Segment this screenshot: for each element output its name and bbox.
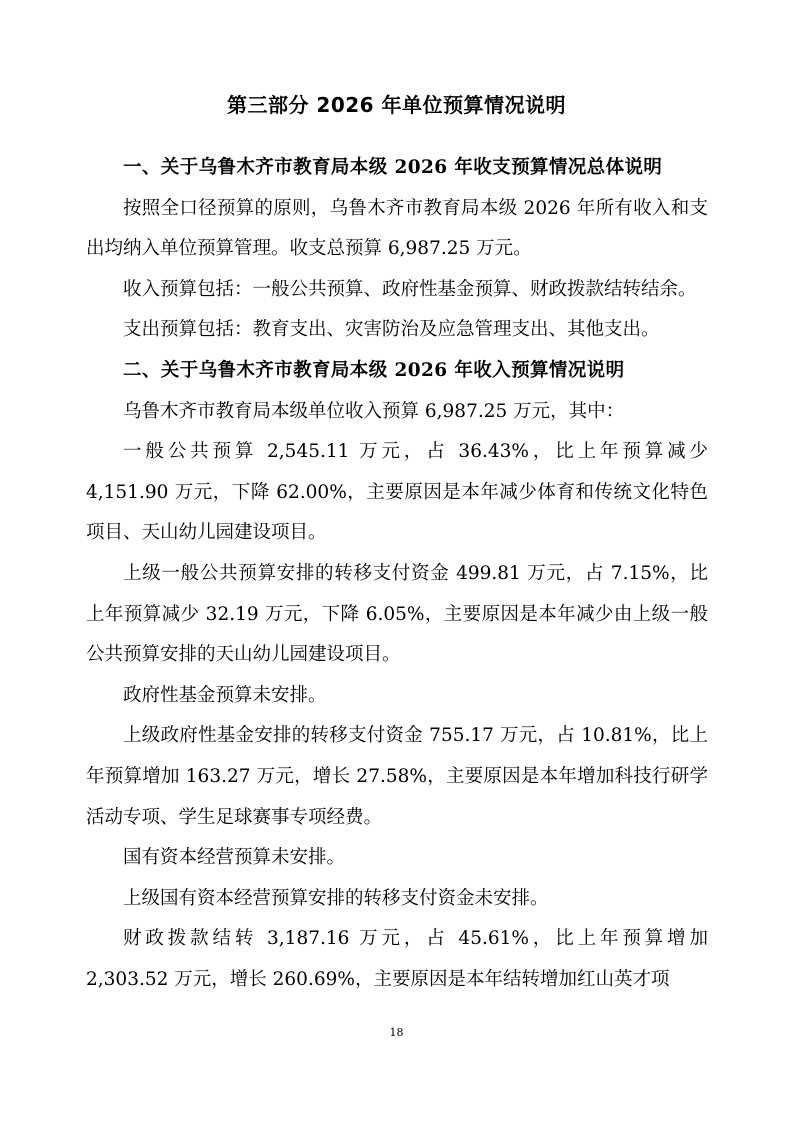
body-text [86,148,708,1000]
paragraph: 上级政府性基金安排的转移支付资金 755.17 万元，占 10.81%，比上年预算增加 163.27 万元，增长 27.58%，主要原因是本年增加科技行研学活动专项、学生足球赛事专项经费。 [86,725,708,828]
paragraph: 上级一般公共预算安排的转移支付资金 499.81 万元，占 7.15%，比上年预算减少 32.19 万元，下降 6.05%，主要原因是本年减少由上级一般公共预算安排的天山幼儿园建设项目。 [86,562,708,666]
paragraph: 财政拨款结转 3,187.16 万元，占 45.61%，比上年预算增加 2,303.52 万元，增长 260.69%，主要原因是本年结转增加红山英才项 [86,928,708,990]
paragraph: 一般公共预算 2,545.11 万元，占 36.43%，比上年预算减少 4,151.90 万元，下降 62.00%，主要原因是本年减少体育和传统文化特色项目、天山幼儿园建设项目。 [86,441,708,544]
paragraph: 乌鲁木齐市教育局本级单位收入预算 6,987.25 万元，其中： [123,400,625,422]
paragraph: 上级国有资本经营预算安排的转移支付资金未安排。 [123,887,549,909]
section-heading-1: 一、关于乌鲁木齐市教育局本级 2026 年收支预算情况总体说明 [123,157,663,178]
page-number: 18 [389,1026,404,1039]
paragraph: 支出预算包括：教育支出、灾害防治及应急管理支出、其他支出。 [123,319,660,341]
paragraph: 国有资本经营预算未安排。 [123,847,346,869]
section-heading-2: 二、关于乌鲁木齐市教育局本级 2026 年收入预算情况说明 [123,359,625,381]
page-title: 第三部分 2026 年单位预算情况说明 [226,93,567,117]
paragraph: 收入预算包括：一般公共预算、政府性基金预算、财政拨款结转结余。 [123,278,697,300]
paragraph: 政府性基金预算未安排。 [123,684,327,706]
paragraph: 按照全口径预算的原则，乌鲁木齐市教育局本级 2026 年所有收入和支出均纳入单位预算管理。收支总预算 6,987.25 万元。 [86,197,708,260]
